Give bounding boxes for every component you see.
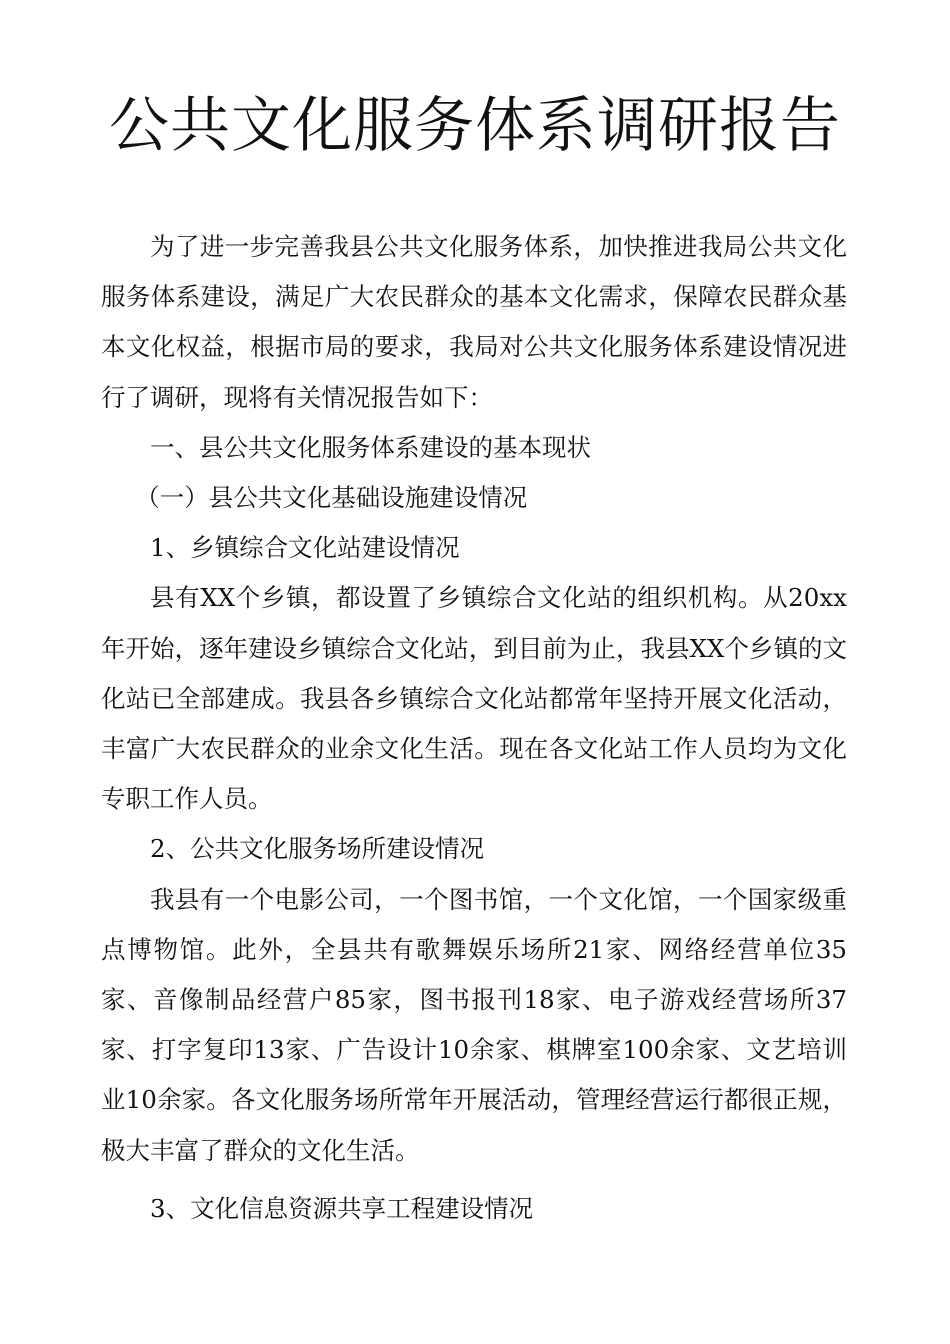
document-title: 公共文化服务体系调研报告 [109, 91, 841, 161]
document-body [101, 222, 847, 1234]
intro-paragraph: 为了进一步完善我县公共文化服务体系，加快推进我局公共文化服务体系建设，满足广大农民群众的基本文化需求，保障农民群众基本文化权益，根据市局的要求，我局对公共文化服务体系建设情况进行了调研，现将有关情况报告如下： [101, 232, 847, 412]
item-heading-3: 3、文化信息资源共享工程建设情况 [150, 1193, 534, 1223]
subsection-heading-1: （一）县公共文化基础设施建设情况 [135, 483, 528, 513]
paragraph-gap [101, 1176, 847, 1184]
item-heading-2: 2、公共文化服务场所建设情况 [150, 834, 485, 864]
item-heading-1: 1、乡镇综合文化站建设情况 [150, 533, 460, 563]
item-paragraph-1: 县有XX个乡镇，都设置了乡镇综合文化站的组织机构。从20xx年开始，逐年建设乡镇综合文化站，到目前为止，我县XX个乡镇的文化站已全部建成。我县各乡镇综合文化站都常年坚持开展文化活动，丰富广大农民群众的业余文化生活。现在各文化站工作人员均为文化专职工作人员。 [101, 583, 847, 814]
section-heading-1: 一、县公共文化服务体系建设的基本现状 [150, 432, 591, 462]
item-paragraph-2: 我县有一个电影公司，一个图书馆，一个文化馆，一个国家级重点博物馆。此外，全县共有歌舞娱乐场所21家、网络经营单位35家、音像制品经营户85家，图书报刊18家、电子游戏经营场所37家、打字复印13家、广告设计10余家、棋牌室100余家、文艺培训业10余家。各文化服务场所常年开展活动，管理经营运行都很正规，极大丰富了群众的文化生活。 [101, 884, 847, 1165]
